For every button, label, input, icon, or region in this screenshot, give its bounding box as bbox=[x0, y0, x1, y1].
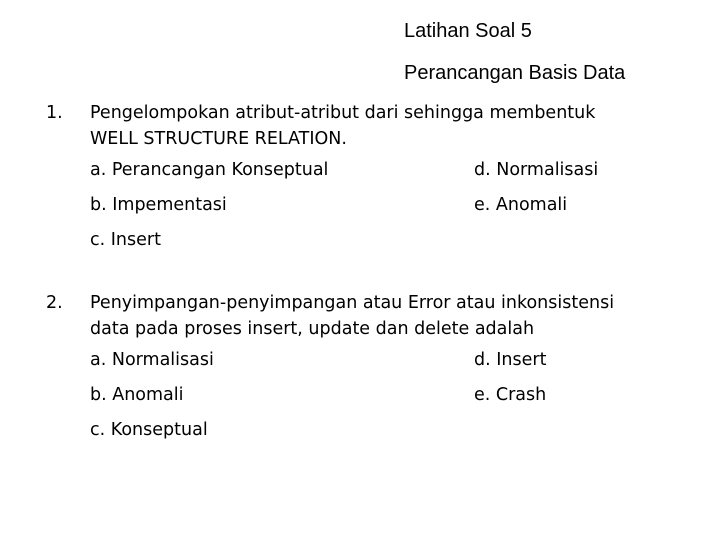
question-number: 1. bbox=[46, 103, 63, 123]
option-e: e. Crash bbox=[474, 385, 547, 405]
option-a: a. Normalisasi bbox=[90, 350, 214, 370]
option-row bbox=[90, 188, 690, 223]
question-body bbox=[90, 100, 690, 258]
option-e: e. Anomali bbox=[474, 195, 568, 215]
option-a: a. Perancangan Konseptual bbox=[90, 160, 329, 180]
option-d: d. Normalisasi bbox=[474, 160, 599, 180]
page-title: Latihan Soal 5 bbox=[404, 20, 532, 42]
option-row bbox=[90, 343, 690, 378]
option-row bbox=[90, 223, 690, 258]
question-text-line: data pada proses insert, update dan delete adalah bbox=[90, 319, 535, 339]
option-d: d. Insert bbox=[474, 350, 547, 370]
question-text-line: Penyimpangan-penyimpangan atau Error atau inkonsistensi bbox=[90, 293, 615, 313]
option-b: b. Anomali bbox=[90, 385, 184, 405]
option-row bbox=[90, 378, 690, 413]
question-text-line: WELL STRUCTURE RELATION. bbox=[90, 129, 347, 149]
option-b: b. Impementasi bbox=[90, 195, 227, 215]
question-number: 2. bbox=[46, 293, 63, 313]
option-c: c. Konseptual bbox=[90, 420, 208, 440]
option-c: c. Insert bbox=[90, 230, 161, 250]
page-subtitle: Perancangan Basis Data bbox=[404, 62, 626, 84]
option-row bbox=[90, 413, 690, 448]
question-body bbox=[90, 290, 690, 448]
question-text-line: Pengelompokan atribut-atribut dari sehingga membentuk bbox=[90, 103, 596, 123]
option-row bbox=[90, 153, 690, 188]
